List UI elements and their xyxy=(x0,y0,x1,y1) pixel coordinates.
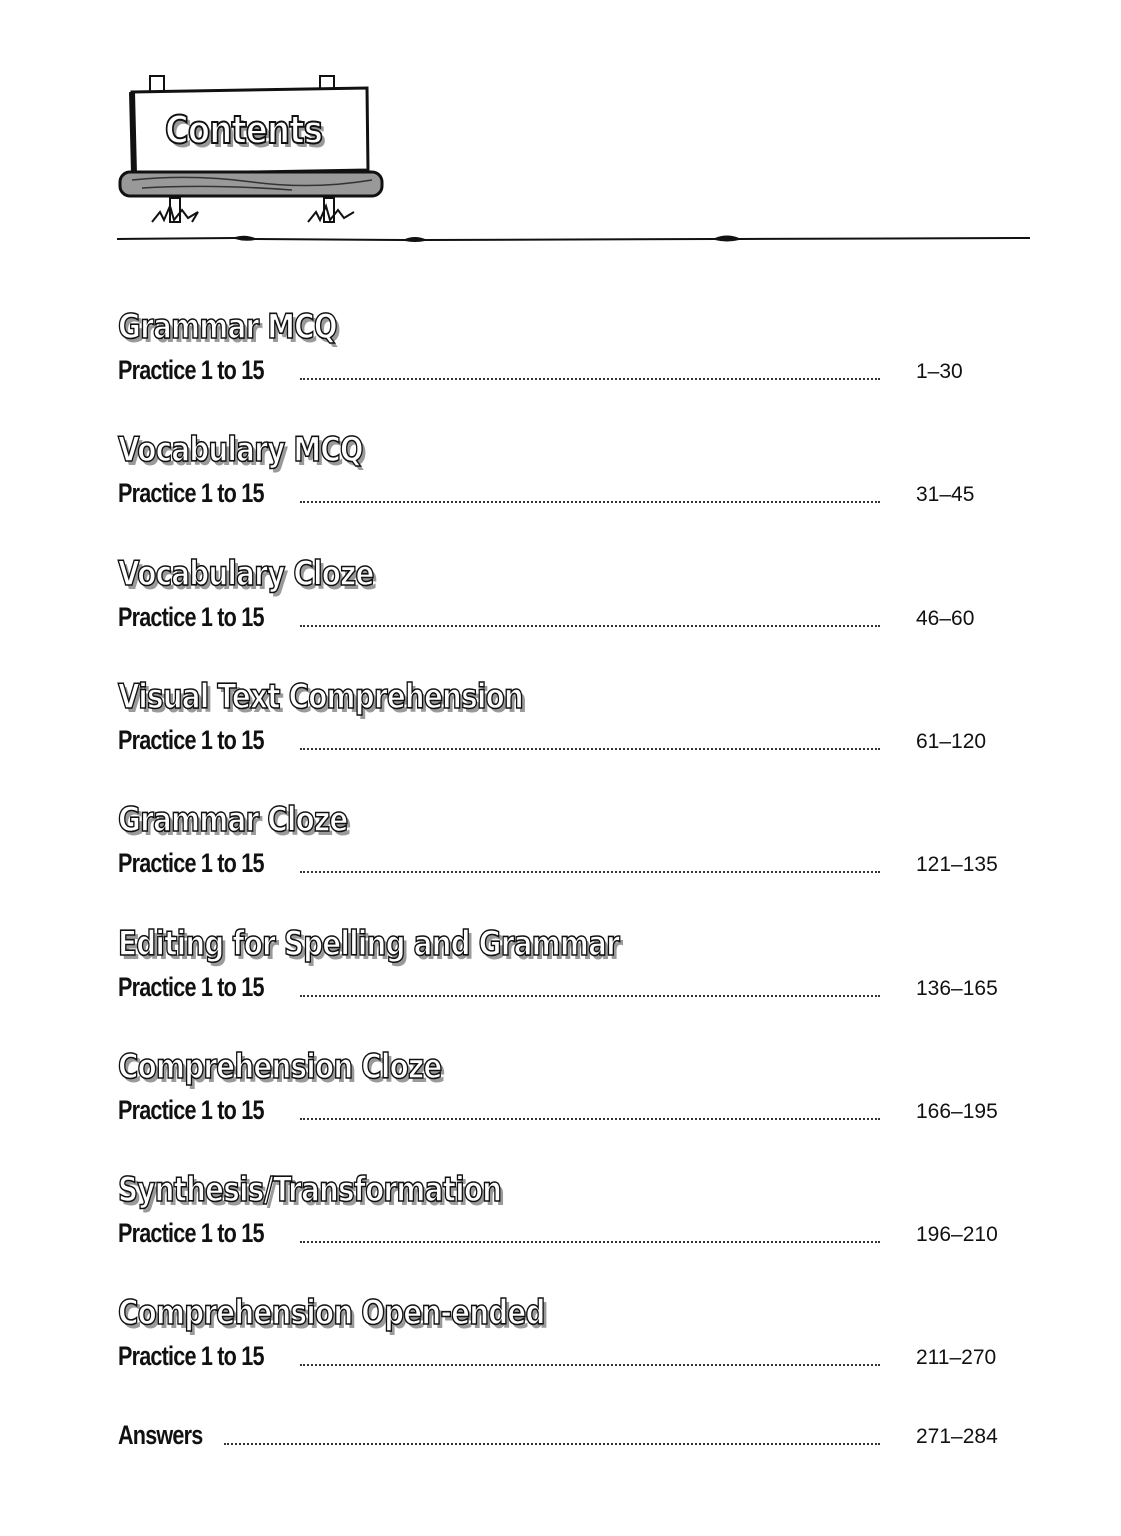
toc-entry[interactable] xyxy=(118,1090,1018,1126)
entry-label: Practice 1 to 15 xyxy=(118,1218,264,1249)
section-heading: Comprehension Cloze xyxy=(118,1046,442,1087)
dot-leader xyxy=(300,869,880,873)
toc-entry[interactable] xyxy=(118,350,1018,386)
section-heading: Editing for Spelling and Grammar xyxy=(118,923,620,964)
answers-entry[interactable] xyxy=(118,1415,1018,1451)
toc-section xyxy=(118,1290,1018,1372)
section-heading: Visual Text Comprehension xyxy=(118,676,523,717)
section-heading: Vocabulary Cloze xyxy=(118,553,374,594)
dot-leader xyxy=(300,376,880,380)
toc-section xyxy=(118,304,1018,386)
toc-entry[interactable] xyxy=(118,843,1018,879)
toc-section xyxy=(118,921,1018,1003)
entry-label: Practice 1 to 15 xyxy=(118,1341,264,1372)
toc-entry[interactable] xyxy=(118,1336,1018,1372)
dot-leader xyxy=(300,993,880,997)
dot-leader xyxy=(300,1239,880,1243)
page-range: 196–210 xyxy=(916,1223,998,1247)
answers-label: Answers xyxy=(118,1420,203,1450)
section-heading: Comprehension Open-ended xyxy=(118,1293,545,1334)
toc-section xyxy=(118,674,1018,756)
section-heading: Vocabulary MCQ xyxy=(118,430,363,471)
toc-section xyxy=(118,1044,1018,1126)
page-range: 61–120 xyxy=(916,729,987,753)
dot-leader xyxy=(224,1441,880,1445)
section-heading: Grammar MCQ xyxy=(118,307,337,347)
page-range: 211–270 xyxy=(916,1346,997,1370)
toc-entry[interactable] xyxy=(118,597,1018,633)
entry-label: Practice 1 to 15 xyxy=(118,355,264,385)
page-range: 136–165 xyxy=(916,976,998,1000)
toc-section xyxy=(118,1167,1018,1249)
section-heading: Grammar Cloze xyxy=(118,800,348,841)
toc-entry[interactable] xyxy=(118,1213,1018,1249)
page-range: 271–284 xyxy=(916,1425,998,1448)
page-range: 46–60 xyxy=(916,606,975,630)
page-range: 31–45 xyxy=(916,483,975,507)
page-title: Contents xyxy=(165,108,323,152)
entry-label: Practice 1 to 15 xyxy=(118,724,264,755)
toc-section xyxy=(118,797,1018,879)
entry-label: Practice 1 to 15 xyxy=(118,971,264,1002)
dot-leader xyxy=(300,623,880,627)
entry-label: Practice 1 to 15 xyxy=(118,1094,264,1125)
dot-leader xyxy=(300,1362,880,1366)
section-heading: Synthesis/Transformation xyxy=(118,1170,502,1211)
toc-entry[interactable] xyxy=(118,720,1018,756)
page-range: 121–135 xyxy=(916,853,998,877)
page-range: 1–30 xyxy=(916,360,963,383)
entry-label: Practice 1 to 15 xyxy=(118,601,264,632)
page-range: 166–195 xyxy=(916,1099,998,1123)
toc-section xyxy=(118,427,1018,509)
ground-line-divider xyxy=(115,228,1030,248)
entry-label: Practice 1 to 15 xyxy=(118,848,264,879)
dot-leader xyxy=(300,499,880,503)
toc-entry[interactable] xyxy=(118,967,1018,1003)
toc-entry[interactable] xyxy=(118,473,1018,509)
dot-leader xyxy=(300,746,880,750)
toc-section xyxy=(118,551,1018,633)
dot-leader xyxy=(300,1116,880,1120)
entry-label: Practice 1 to 15 xyxy=(118,478,264,509)
